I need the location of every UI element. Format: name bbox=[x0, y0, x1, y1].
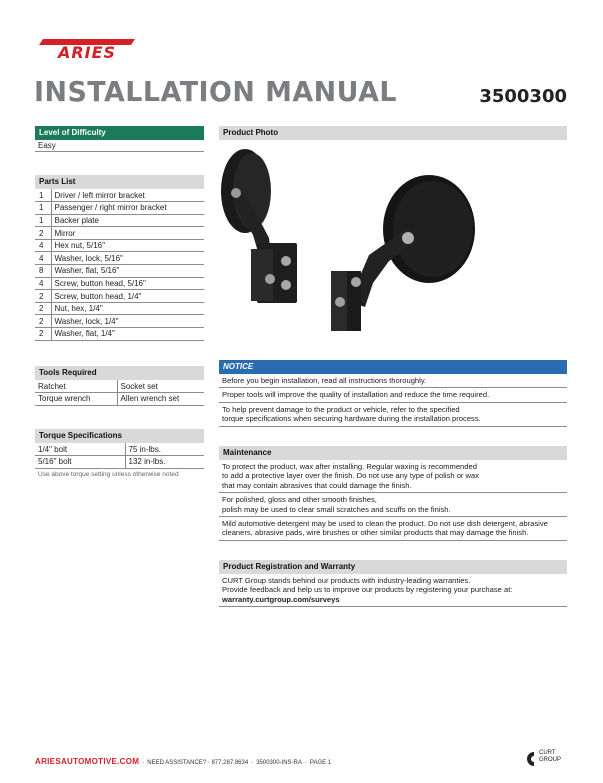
warranty-section bbox=[219, 560, 567, 607]
table-row bbox=[35, 290, 204, 303]
notice-paragraph bbox=[219, 403, 567, 427]
table-row bbox=[35, 277, 204, 290]
table-row bbox=[35, 380, 204, 393]
notice-text: Before you begin installation, read all instructions thoroughly. bbox=[222, 376, 427, 385]
maintenance-text: polish may be used to clear small scratches and scuffs on the finish. bbox=[222, 504, 451, 514]
table-row bbox=[35, 393, 204, 406]
parts-list-table bbox=[35, 189, 204, 341]
table-row bbox=[35, 265, 204, 278]
product-photo-heading: Product Photo bbox=[219, 126, 567, 140]
maintenance-paragraph bbox=[219, 460, 567, 493]
footer-assistance: NEED ASSISTANCE? · 877.287.8634 bbox=[147, 760, 249, 766]
curt-group-logo bbox=[539, 750, 561, 764]
notice-text: Proper tools will improve the quality of installation and reduce the time required. bbox=[222, 390, 490, 400]
tools-table bbox=[35, 380, 204, 406]
difficulty-section bbox=[35, 126, 204, 152]
torque-heading: Torque Specifications bbox=[35, 429, 204, 443]
part-qty: 1 bbox=[35, 214, 51, 227]
svg-text:ARIES: ARIES bbox=[57, 43, 117, 60]
maintenance-paragraph bbox=[219, 517, 567, 541]
part-name: Washer, flat, 1/4" bbox=[51, 328, 204, 341]
torque-value: 75 in-lbs. bbox=[125, 443, 204, 456]
torque-value: 132 in-lbs. bbox=[125, 456, 204, 469]
torque-table bbox=[35, 443, 204, 469]
part-qty: 2 bbox=[35, 302, 51, 315]
part-qty: 1 bbox=[35, 189, 51, 202]
difficulty-value: Easy bbox=[35, 140, 204, 152]
table-row bbox=[35, 202, 204, 215]
warranty-paragraph bbox=[219, 574, 567, 607]
maintenance-heading: Maintenance bbox=[219, 446, 567, 460]
notice-text: To help prevent damage to the product or vehicle, refer to the specified bbox=[222, 404, 460, 414]
notice-paragraph bbox=[219, 388, 567, 402]
tools-heading: Tools Required bbox=[35, 366, 204, 380]
table-row bbox=[35, 252, 204, 265]
part-number: 3500300 bbox=[479, 86, 567, 107]
part-qty: 2 bbox=[35, 315, 51, 328]
part-qty: 8 bbox=[35, 265, 51, 278]
tools-section bbox=[35, 366, 204, 406]
table-row bbox=[35, 328, 204, 341]
notice-paragraph bbox=[219, 374, 567, 388]
part-qty: 2 bbox=[35, 290, 51, 303]
part-name: Nut, hex, 1/4" bbox=[51, 302, 204, 315]
part-name: Passenger / right mirror bracket bbox=[51, 202, 204, 215]
maintenance-text: cleaners, abrasive pads, wire brushes or other similar products that may damage the finish. bbox=[222, 528, 529, 538]
maintenance-text: that may contain abrasives that could damage the finish. bbox=[222, 480, 412, 490]
table-row bbox=[35, 214, 204, 227]
notice-text: torque specifications when securing hardware during the installation process. bbox=[222, 414, 481, 424]
part-name: Washer, lock, 1/4" bbox=[51, 315, 204, 328]
table-row bbox=[35, 302, 204, 315]
part-qty: 4 bbox=[35, 239, 51, 252]
table-row bbox=[35, 239, 204, 252]
footer: ARIESAUTOMOTIVE.COM · NEED ASSISTANCE? · 877.287.8634 · 3500300-INS-RA · PAGE 1 bbox=[35, 757, 332, 766]
table-row bbox=[35, 315, 204, 328]
part-qty: 2 bbox=[35, 328, 51, 341]
part-name: Backer plate bbox=[51, 214, 204, 227]
page-title: INSTALLATION MANUAL bbox=[34, 75, 398, 108]
table-row bbox=[35, 456, 204, 469]
part-name: Driver / left mirror bracket bbox=[51, 189, 204, 202]
tool-name: Torque wrench bbox=[35, 393, 117, 406]
footer-website-link[interactable]: ARIESAUTOMOTIVE.COM bbox=[35, 757, 140, 766]
maintenance-text: to add a protective layer over the finish. Do not use any type of polish or wax bbox=[222, 471, 480, 481]
torque-section bbox=[35, 429, 204, 481]
warranty-heading: Product Registration and Warranty bbox=[219, 560, 567, 574]
part-name: Hex nut, 5/16" bbox=[51, 239, 204, 252]
maintenance-section bbox=[219, 446, 567, 541]
torque-fastener: 1/4" bolt bbox=[35, 443, 125, 456]
notice-heading: NOTICE bbox=[219, 360, 567, 374]
product-photo-section bbox=[219, 126, 567, 140]
footer-doc-number: 3500300-INS-RA bbox=[256, 760, 302, 766]
warranty-link[interactable]: warranty.curtgroup.com/surveys bbox=[222, 594, 340, 604]
torque-note: Use above torque setting unless otherwise noted bbox=[38, 470, 179, 478]
part-name: Mirror bbox=[51, 227, 204, 240]
table-row bbox=[35, 443, 204, 456]
product-photo bbox=[219, 143, 567, 343]
parts-list-heading: Parts List bbox=[35, 175, 204, 189]
torque-fastener: 5/16" bolt bbox=[35, 456, 125, 469]
table-row bbox=[35, 227, 204, 240]
maintenance-paragraph bbox=[219, 493, 567, 517]
tool-name: Allen wrench set bbox=[117, 393, 204, 406]
warranty-text: CURT Group stands behind our products with industry-leading warranties. bbox=[222, 576, 471, 585]
table-row bbox=[35, 189, 204, 202]
difficulty-heading: Level of Difficulty bbox=[35, 126, 204, 140]
part-name: Screw, button head, 5/16" bbox=[51, 277, 204, 290]
maintenance-text: Mild automotive detergent may be used to clean the product. Do not use dish detergent, abrasive bbox=[222, 519, 548, 529]
part-name: Screw, button head, 1/4" bbox=[51, 290, 204, 303]
curt-logo-subtext: GROUP bbox=[539, 757, 562, 763]
part-name: Washer, lock, 5/16" bbox=[51, 252, 204, 265]
part-name: Washer, flat, 5/16" bbox=[51, 265, 204, 278]
aries-logo bbox=[35, 38, 139, 60]
maintenance-text: For polished, gloss and other smooth finishes, bbox=[222, 495, 377, 505]
tool-name: Socket set bbox=[117, 380, 204, 393]
part-qty: 2 bbox=[35, 227, 51, 240]
part-qty: 1 bbox=[35, 202, 51, 215]
tool-name: Ratchet bbox=[35, 380, 117, 393]
footer-page-number: PAGE 1 bbox=[309, 760, 332, 766]
part-qty: 4 bbox=[35, 252, 51, 265]
part-qty: 4 bbox=[35, 277, 51, 290]
parts-list-section bbox=[35, 175, 204, 341]
warranty-text: Provide feedback and help us to improve our products by registering your purchase at: bbox=[222, 585, 513, 595]
notice-section bbox=[219, 360, 567, 427]
maintenance-text: To protect the product, wax after installing. Regular waxing is recommended bbox=[222, 462, 477, 471]
curt-logo-text: CURT bbox=[539, 750, 556, 756]
